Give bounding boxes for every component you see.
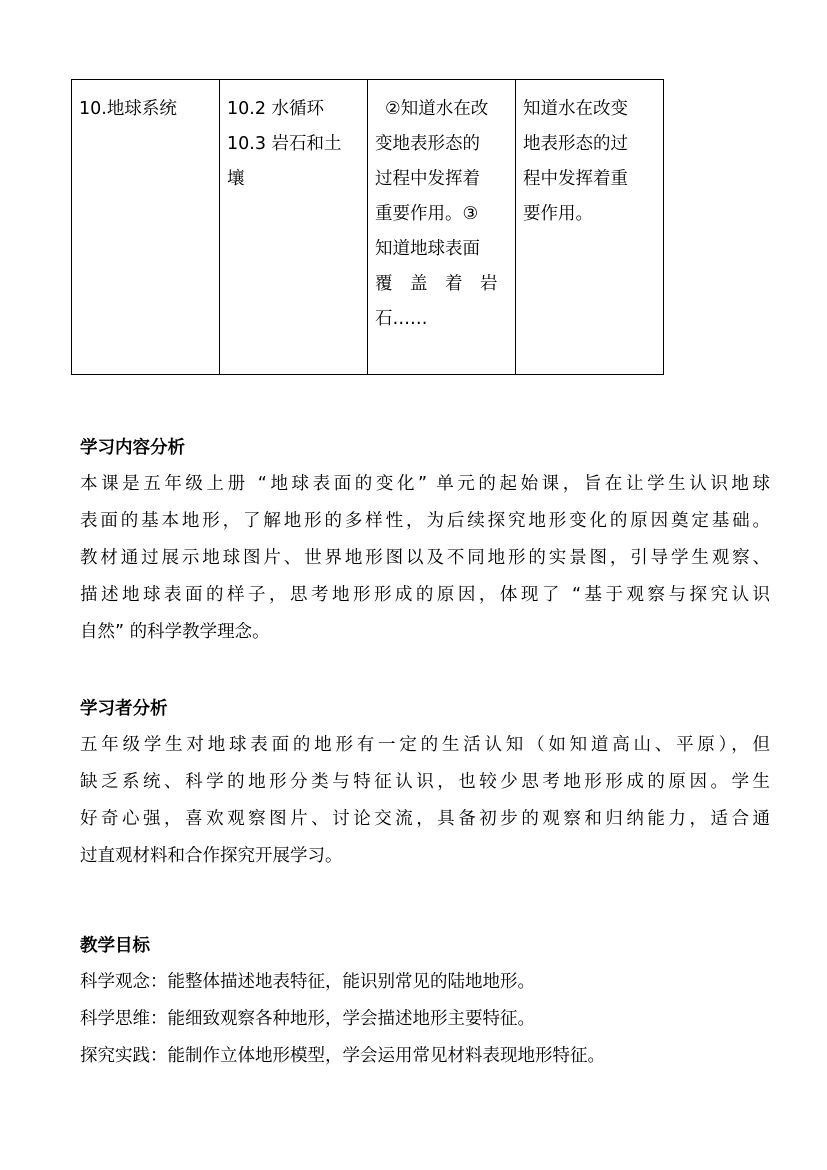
goal-line: 探究实践：能制作立体地形模型，学会运用常见材料表现地形特征。 [80,1046,605,1066]
cell-text: 10.3 岩石和土 [227,134,342,154]
cell-text: 程中发挥着重 [523,169,628,189]
cell-text: 壤 [227,169,245,189]
table-cell-lessons [220,80,368,375]
cell-text: 10.地球系统 [79,99,177,119]
table-row [72,80,664,375]
section-heading: 学习内容分析 [80,438,185,458]
cell-text: 重要作用。③ [375,204,479,224]
goal-line: 科学思维：能细致观察各种地形，学会描述地形主要特征。 [80,1009,535,1029]
cell-text: 知道水在改变 [523,99,628,119]
paragraph-line: 自然” 的科学教学理念。 [80,622,270,642]
cell-text: 要作用。 [523,204,593,224]
paragraph-line: 五年级学生对地球表面的地形有一定的生活认知（如知道高山、平原），但 [80,735,770,755]
cell-text: 10.2 水循环 [227,99,325,119]
curriculum-table [71,79,664,375]
table-cell-requirements [516,80,664,375]
cell-text: 覆 盖 着 岩 [375,274,498,294]
content-analysis-section [80,433,770,654]
table-cell-standards [368,80,516,375]
paragraph-line: 描述地球表面的样子，思考地形形成的原因，体现了 “基于观察与探究认识 [80,585,770,605]
paragraph-line: 过直观材料和合作探究开展学习。 [80,846,343,866]
paragraph-line: 表面的基本地形，了解地形的多样性，为后续探究地形变化的原因奠定基础。 [80,511,770,531]
paragraph-line: 教材通过展示地球图片、世界地形图以及不同地形的实景图，引导学生观察、 [80,548,770,568]
cell-text: 知道地球表面 [375,239,480,259]
cell-text: 变地表形态的 [375,134,480,154]
learner-analysis-section [80,694,770,878]
section-heading: 教学目标 [80,936,150,956]
cell-text: 地表形态的过 [523,134,628,154]
paragraph-line: 本课是五年级上册 “地球表面的变化” 单元的起始课，旨在让学生认识地球 [80,474,770,494]
cell-text: 过程中发挥着 [375,169,480,189]
table-cell-unit [72,80,220,375]
paragraph-line: 缺乏系统、科学的地形分类与特征认识，也较少思考地形形成的原因。学生 [80,772,770,792]
paragraph-line: 好奇心强，喜欢观察图片、讨论交流，具备初步的观察和归纳能力，适合通 [80,809,770,829]
section-heading: 学习者分析 [80,699,168,719]
goal-line: 科学观念：能整体描述地表特征，能识别常见的陆地地形。 [80,972,535,992]
cell-text: 石…… [375,309,428,329]
cell-text: ②知道水在改 [385,99,489,119]
teaching-goals-section [80,931,770,1078]
